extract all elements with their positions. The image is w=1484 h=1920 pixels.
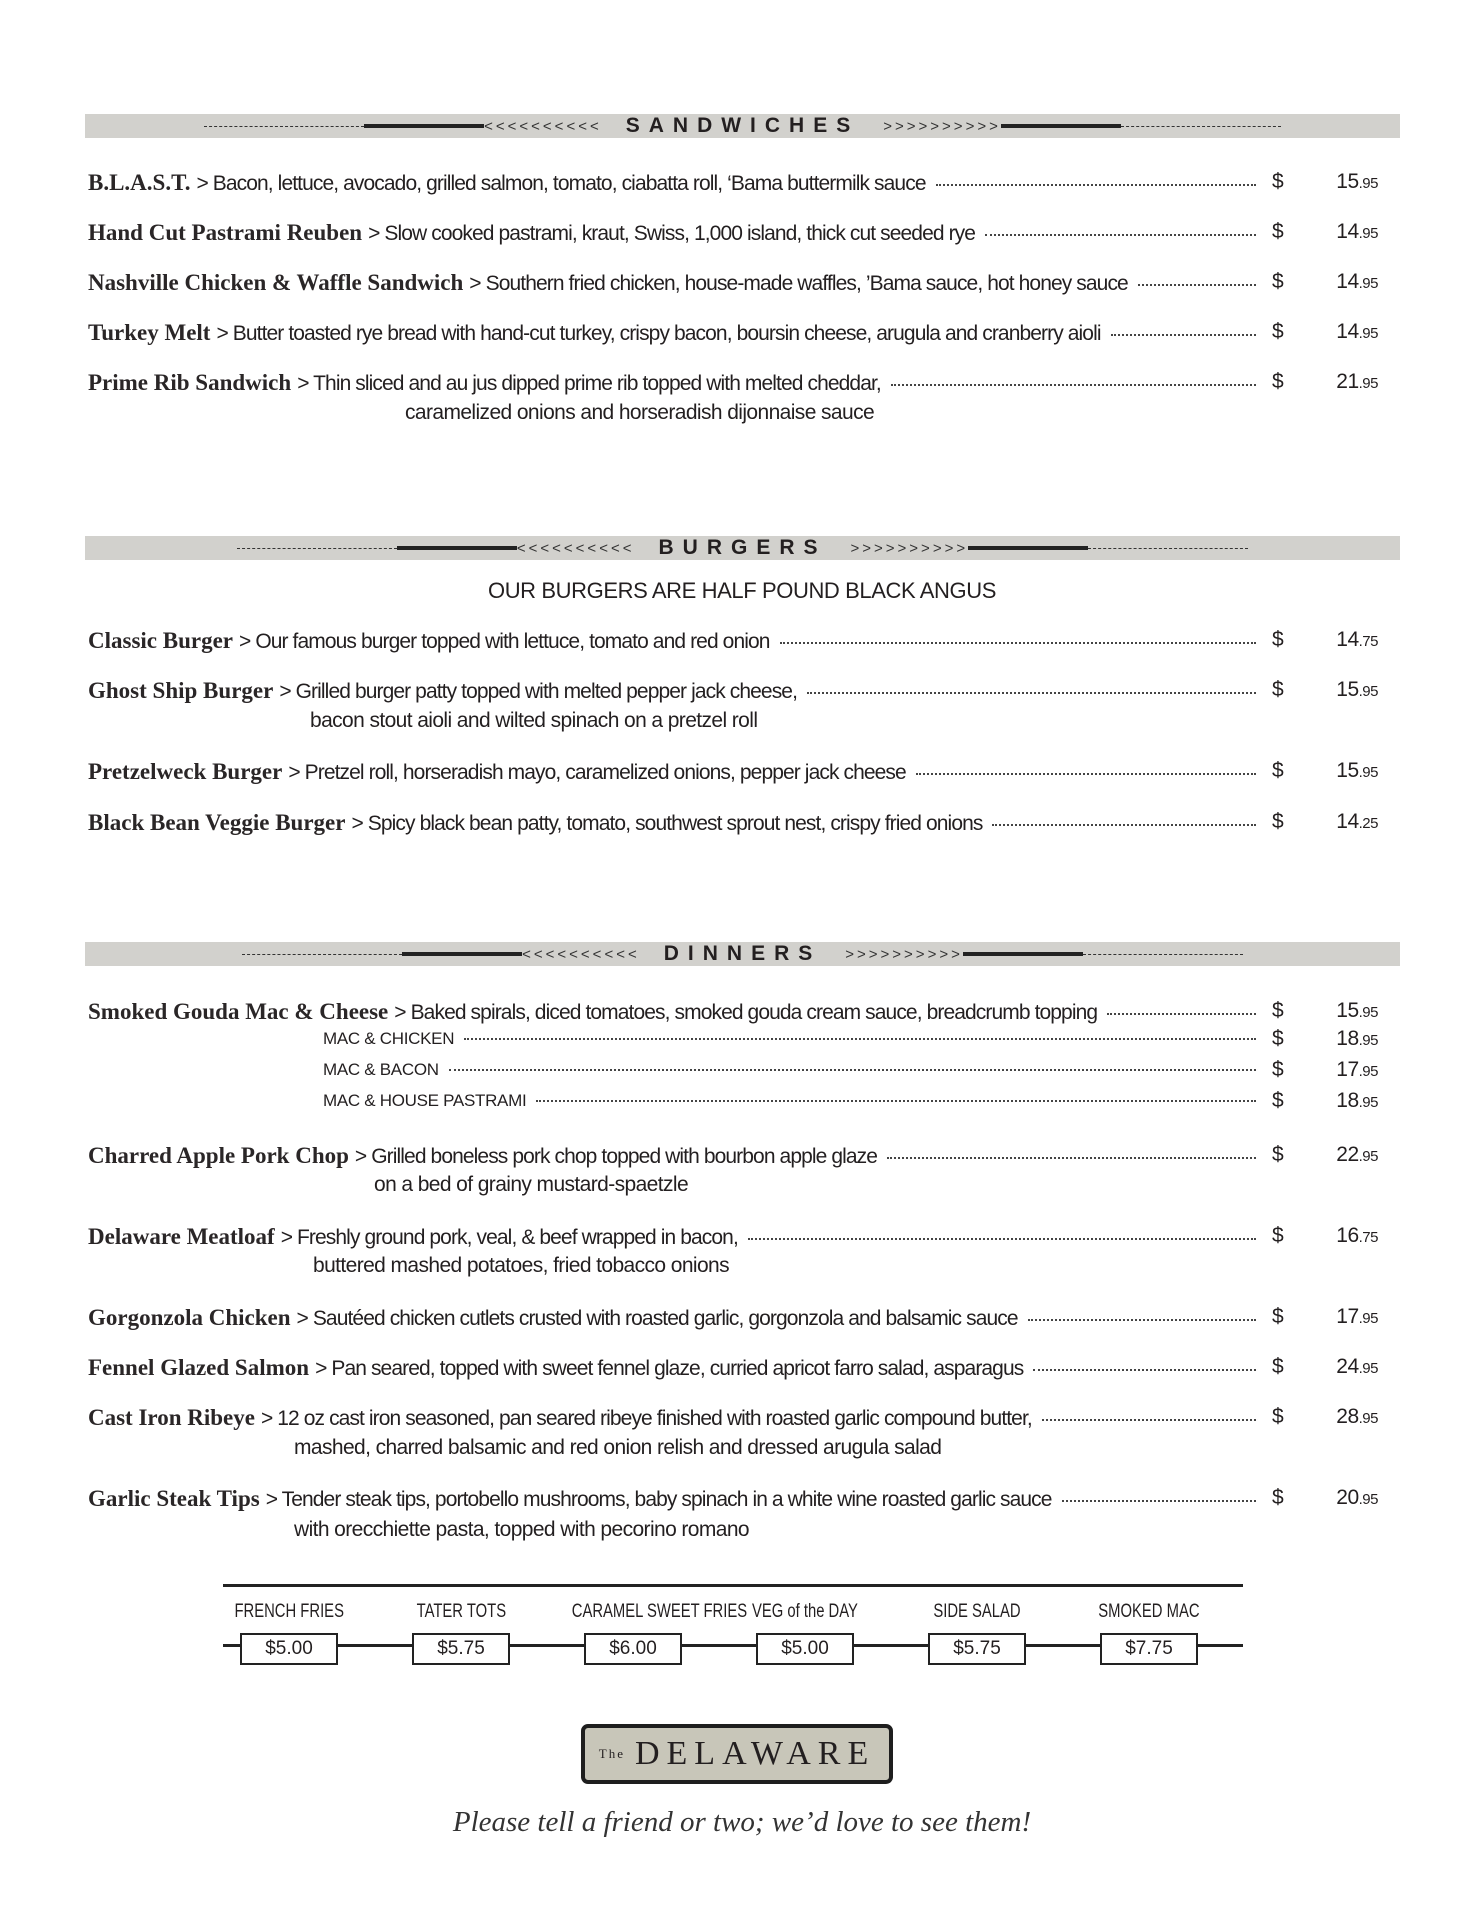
dot-leader — [1111, 334, 1256, 336]
side-item — [375, 1587, 547, 1665]
ornament-rule — [364, 124, 484, 128]
menu-item — [88, 220, 1260, 246]
price-cents: .95 — [1358, 375, 1378, 392]
menu-item-description: > Slow cooked pastrami, kraut, Swiss, 1,000 island, thick cut seeded rye — [368, 222, 976, 245]
menu-item-name: Fennel Glazed Salmon — [88, 1355, 310, 1380]
price-cents: .95 — [1358, 1004, 1378, 1021]
price-cents: .95 — [1358, 225, 1378, 242]
menu-item-price — [1298, 1305, 1378, 1329]
side-item — [1063, 1587, 1235, 1665]
dot-leader — [1033, 1369, 1256, 1371]
menu-item-price — [1298, 759, 1378, 783]
ornament-chevrons-left: <<<<<<<<<< — [516, 539, 635, 557]
menu-item-description: > Thin sliced and au jus dipped prime rib topped with melted cheddar, — [297, 372, 881, 395]
price-dollars: 14 — [1336, 220, 1359, 243]
menu-item-description: > Tender steak tips, portobello mushrooms, baby spinach in a white wine roasted garlic sauce — [265, 1488, 1052, 1511]
menu-item-description: > Sautéed chicken cutlets crusted with roasted garlic, gorgonzola and balsamic sauce — [296, 1307, 1018, 1330]
dot-leader — [992, 824, 1256, 826]
price-cents: .25 — [1358, 815, 1378, 832]
menu-item — [323, 1060, 1260, 1080]
dollar-sign: $ — [1272, 1486, 1284, 1509]
ornament-rule — [968, 546, 1088, 550]
side-item — [547, 1587, 748, 1665]
price-cents: .95 — [1358, 175, 1378, 192]
side-label — [1063, 1601, 1235, 1625]
dot-leader — [1062, 1500, 1256, 1502]
menu-item-description: > Pan seared, topped with sweet fennel glaze, curried apricot farro salad, asparagus — [315, 1357, 1024, 1380]
menu-item-name: Garlic Steak Tips — [88, 1486, 260, 1511]
dot-leader — [936, 184, 1256, 186]
menu-item-price — [1298, 1089, 1378, 1113]
price-dollars: 14 — [1336, 628, 1359, 651]
dollar-sign: $ — [1272, 1058, 1284, 1081]
menu-item — [88, 628, 1260, 654]
price-dollars: 15 — [1336, 170, 1359, 193]
price-cents: .95 — [1358, 764, 1378, 781]
menu-item-price — [1298, 1486, 1378, 1510]
dot-leader — [891, 384, 1256, 386]
menu-item-description: > Our famous burger topped with lettuce, tomato and red onion — [239, 630, 770, 653]
side-label-text: SIDE SALAD — [933, 1601, 1021, 1622]
price-dollars: 28 — [1336, 1405, 1359, 1428]
dot-leader — [1042, 1419, 1256, 1421]
price-dollars: 15 — [1336, 759, 1359, 782]
menu-item-description: > Freshly ground pork, veal, & beef wrapped in bacon, — [280, 1226, 738, 1249]
menu-item-option: MAC & HOUSE PASTRAMI — [323, 1091, 527, 1110]
menu-item-price — [1298, 628, 1378, 652]
burgers-subtitle: OUR BURGERS ARE HALF POUND BLACK ANGUS — [487, 578, 997, 603]
menu-item-description: > Southern fried chicken, house-made waffles, ’Bama sauce, hot honey sauce — [469, 272, 1128, 295]
side-price: $6.00 — [584, 1633, 682, 1665]
menu-item-name: Hand Cut Pastrami Reuben — [88, 220, 363, 245]
menu-item — [88, 1405, 1260, 1431]
menu-item-description-cont: with orecchiette pasta, topped with pecorino romano — [294, 1518, 750, 1541]
price-cents: .95 — [1358, 325, 1378, 342]
menu-item-description-cont: buttered mashed potatoes, fried tobacco onions — [313, 1254, 730, 1277]
price-dollars: 24 — [1336, 1355, 1359, 1378]
side-label-text: SMOKED MAC — [1098, 1601, 1200, 1622]
sides-strip — [223, 1584, 1243, 1667]
price-cents: .95 — [1358, 1491, 1378, 1508]
menu-item — [88, 1486, 1260, 1512]
menu-item — [88, 999, 1260, 1025]
menu-item-price — [1298, 1355, 1378, 1379]
dot-leader — [1107, 1013, 1256, 1015]
dot-leader — [748, 1238, 1256, 1240]
menu-item-price — [1298, 999, 1378, 1023]
menu-item-name: Pretzelweck Burger — [88, 759, 283, 784]
dollar-sign: $ — [1272, 1089, 1284, 1112]
menu-item — [88, 1143, 1260, 1169]
price-dollars: 16 — [1336, 1224, 1359, 1247]
ornament-dashes — [237, 548, 397, 549]
menu-item-description-cont: bacon stout aioli and wilted spinach on a pretzel roll — [310, 709, 758, 732]
section-header-sandwiches — [85, 114, 1400, 138]
ornament-rule — [963, 952, 1083, 956]
ornament-chevrons-right: >>>>>>>>>> — [883, 117, 1001, 135]
ornament-chevrons-right: >>>>>>>>>> — [850, 539, 969, 557]
dollar-sign: $ — [1272, 999, 1284, 1022]
section-header-burgers — [85, 536, 1400, 560]
ornament-rule — [402, 952, 522, 956]
price-cents: .75 — [1358, 633, 1378, 650]
price-cents: .95 — [1358, 275, 1378, 292]
ornament-dashes — [242, 954, 402, 955]
side-price: $5.00 — [240, 1633, 338, 1665]
dot-leader — [780, 642, 1256, 644]
menu-item — [88, 678, 1260, 704]
price-cents: .95 — [1358, 683, 1378, 700]
price-cents: .95 — [1358, 1410, 1378, 1427]
side-label-text: FRENCH FRIES — [234, 1601, 344, 1622]
menu-item-option: MAC & CHICKEN — [323, 1029, 455, 1048]
menu-item-name: Black Bean Veggie Burger — [88, 810, 346, 835]
side-item — [891, 1587, 1063, 1665]
dollar-sign: $ — [1272, 1405, 1284, 1428]
menu-item — [88, 270, 1260, 296]
dot-leader — [1138, 284, 1256, 286]
menu-item-name: Smoked Gouda Mac & Cheese — [88, 999, 389, 1024]
ornament-rule — [1001, 124, 1121, 128]
menu-item-name: Classic Burger — [88, 628, 234, 653]
section-title: SANDWICHES — [625, 114, 860, 137]
price-cents: .95 — [1358, 1094, 1378, 1111]
menu-item-name: Cast Iron Ribeye — [88, 1405, 255, 1430]
menu-item-price — [1298, 1143, 1378, 1167]
menu-item-price — [1298, 1027, 1378, 1051]
menu-item-description: > Baked spirals, diced tomatoes, smoked gouda cream sauce, breadcrumb topping — [394, 1001, 1098, 1024]
menu-item-name: Ghost Ship Burger — [88, 678, 274, 703]
dot-leader — [1028, 1319, 1256, 1321]
price-dollars: 14 — [1336, 270, 1359, 293]
dot-leader — [916, 773, 1256, 775]
price-dollars: 17 — [1336, 1058, 1359, 1081]
dollar-sign: $ — [1272, 678, 1284, 701]
price-cents: .95 — [1358, 1360, 1378, 1377]
price-dollars: 18 — [1336, 1027, 1359, 1050]
ornament-rule — [397, 546, 517, 550]
menu-item-name: Gorgonzola Chicken — [88, 1305, 291, 1330]
menu-item-price — [1298, 370, 1378, 394]
logo-the: The — [598, 1746, 625, 1761]
menu-item — [88, 370, 1260, 396]
dollar-sign: $ — [1272, 628, 1284, 651]
price-dollars: 17 — [1336, 1305, 1359, 1328]
menu-item — [88, 170, 1260, 196]
price-cents: .75 — [1358, 1229, 1378, 1246]
menu-item — [323, 1029, 1260, 1049]
dollar-sign: $ — [1272, 810, 1284, 833]
delaware-logo — [581, 1724, 893, 1784]
price-dollars: 21 — [1336, 370, 1359, 393]
menu-item — [88, 810, 1260, 836]
tagline: Please tell a friend or two; we’d love to see them! — [452, 1806, 1032, 1838]
side-label — [547, 1601, 748, 1625]
ornament-dashes — [1083, 954, 1243, 955]
menu-item-description-cont: caramelized onions and horseradish dijonnaise sauce — [405, 401, 875, 424]
menu-item-name: Turkey Melt — [88, 320, 211, 345]
price-dollars: 20 — [1336, 1486, 1359, 1509]
menu-item-name: Prime Rib Sandwich — [88, 370, 292, 395]
price-cents: .95 — [1358, 1032, 1378, 1049]
dollar-sign: $ — [1272, 270, 1284, 293]
dot-leader — [887, 1157, 1256, 1159]
menu-item-price — [1298, 320, 1378, 344]
menu-item — [323, 1091, 1260, 1111]
side-label — [891, 1601, 1063, 1625]
section-title: BURGERS — [658, 536, 827, 559]
ornament-chevrons-left: <<<<<<<<<< — [484, 117, 602, 135]
menu-item — [88, 320, 1260, 346]
ornament-dashes — [1088, 548, 1248, 549]
menu-item-description-cont: mashed, charred balsamic and red onion relish and dressed arugula salad — [294, 1436, 942, 1459]
dollar-sign: $ — [1272, 1355, 1284, 1378]
dot-leader — [449, 1069, 1256, 1071]
menu-item-name: Delaware Meatloaf — [88, 1224, 275, 1249]
menu-item-price — [1298, 810, 1378, 834]
menu-item-description: > Butter toasted rye bread with hand-cut turkey, crispy bacon, boursin cheese, arugula and cranberry aioli — [216, 322, 1101, 345]
price-cents: .95 — [1358, 1148, 1378, 1165]
dollar-sign: $ — [1272, 170, 1284, 193]
side-label-text: VEG of the DAY — [751, 1601, 858, 1622]
dot-leader — [985, 234, 1256, 236]
menu-item — [88, 1355, 1260, 1381]
price-dollars: 22 — [1336, 1143, 1359, 1166]
menu-item-price — [1298, 220, 1378, 244]
menu-item-price — [1298, 1405, 1378, 1429]
dollar-sign: $ — [1272, 1143, 1284, 1166]
price-dollars: 15 — [1336, 678, 1359, 701]
side-label-text: CARAMEL SWEET FRIES — [571, 1601, 748, 1622]
price-dollars: 15 — [1336, 999, 1359, 1022]
menu-item-price — [1298, 1224, 1378, 1248]
dollar-sign: $ — [1272, 1305, 1284, 1328]
menu-item-price — [1298, 270, 1378, 294]
side-item — [719, 1587, 891, 1665]
menu-item-option: MAC & BACON — [323, 1060, 439, 1079]
menu-item-description: > Pretzel roll, horseradish mayo, caramelized onions, pepper jack cheese — [288, 761, 906, 784]
menu-item — [88, 1224, 1260, 1250]
menu-item-price — [1298, 170, 1378, 194]
price-dollars: 14 — [1336, 810, 1359, 833]
ornament-dashes — [204, 126, 364, 127]
menu-item-description: > Spicy black bean patty, tomato, southwest sprout nest, crispy fried onions — [351, 812, 983, 835]
dot-leader — [464, 1038, 1256, 1040]
dollar-sign: $ — [1272, 759, 1284, 782]
dollar-sign: $ — [1272, 1027, 1284, 1050]
menu-item-name: Nashville Chicken & Waffle Sandwich — [88, 270, 464, 295]
logo-brand: DELAWARE — [634, 1735, 876, 1772]
price-dollars: 14 — [1336, 320, 1359, 343]
menu-item-name: B.L.A.S.T. — [88, 170, 191, 195]
menu-item-description: > Grilled burger patty topped with melted pepper jack cheese, — [279, 680, 798, 703]
menu-item-description-cont: on a bed of grainy mustard-spaetzle — [374, 1173, 689, 1196]
dollar-sign: $ — [1272, 370, 1284, 393]
side-label-text: TATER TOTS — [416, 1601, 506, 1622]
ornament-chevrons-right: >>>>>>>>>> — [845, 945, 963, 963]
price-cents: .95 — [1358, 1310, 1378, 1327]
menu-item-description: > 12 oz cast iron seasoned, pan seared ribeye finished with roasted garlic compound butter, — [260, 1407, 1032, 1430]
price-cents: .95 — [1358, 1063, 1378, 1080]
menu-item-description: > Bacon, lettuce, avocado, grilled salmon, tomato, ciabatta roll, ‘Bama buttermilk sauce — [196, 172, 926, 195]
dot-leader — [807, 692, 1256, 694]
side-item — [203, 1587, 375, 1665]
side-label — [375, 1601, 547, 1625]
section-title: DINNERS — [663, 942, 822, 965]
side-price: $5.75 — [928, 1633, 1026, 1665]
dollar-sign: $ — [1272, 1224, 1284, 1247]
menu-item-description: > Grilled boneless pork chop topped with bourbon apple glaze — [354, 1145, 878, 1168]
section-header-dinners — [85, 942, 1400, 966]
dot-leader — [536, 1100, 1256, 1102]
menu-item-name: Charred Apple Pork Chop — [88, 1143, 349, 1168]
ornament-dashes — [1121, 126, 1281, 127]
dollar-sign: $ — [1272, 220, 1284, 243]
menu-item-price — [1298, 678, 1378, 702]
side-price: $5.00 — [756, 1633, 854, 1665]
dollar-sign: $ — [1272, 320, 1284, 343]
menu-item — [88, 1305, 1260, 1331]
price-dollars: 18 — [1336, 1089, 1359, 1112]
side-price: $7.75 — [1100, 1633, 1198, 1665]
side-price: $5.75 — [412, 1633, 510, 1665]
side-label — [719, 1601, 891, 1625]
side-label — [203, 1601, 375, 1625]
menu-item — [88, 759, 1260, 785]
ornament-chevrons-left: <<<<<<<<<< — [522, 945, 640, 963]
menu-item-price — [1298, 1058, 1378, 1082]
